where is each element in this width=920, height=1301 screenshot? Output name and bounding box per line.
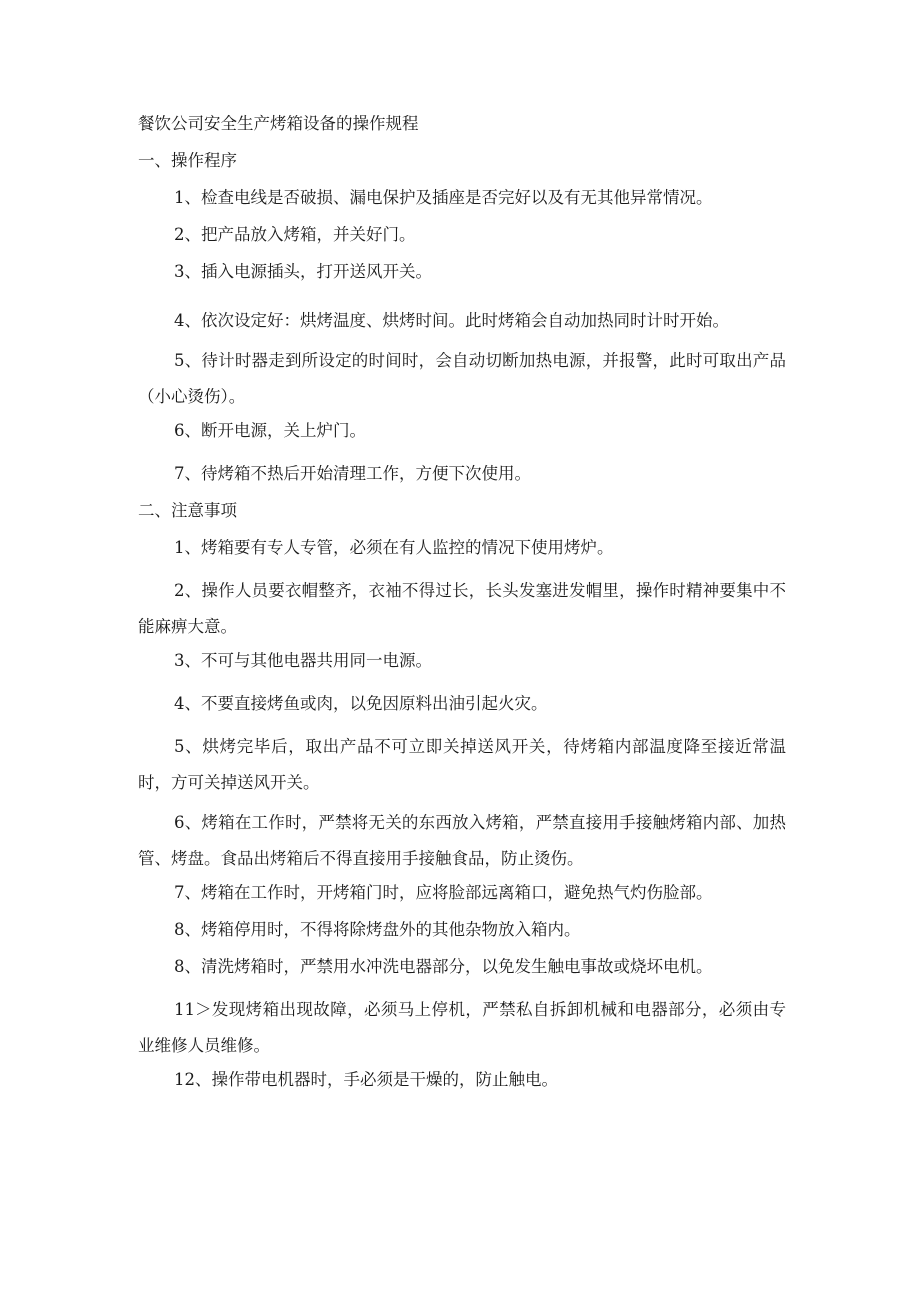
precaution-item: 2、操作人员要衣帽整齐，衣袖不得过长，长头发塞进发帽里，操作时精神要集中不能麻痹大意。	[138, 581, 786, 636]
document-body	[138, 112, 786, 1105]
precaution-item: 5、烘烤完毕后，取出产品不可立即关掉送风开关，待烤箱内部温度降至接近常温时，方可关掉送风开关。	[138, 737, 786, 792]
procedure-item: 1、检查电线是否破损、漏电保护及插座是否完好以及有无其他异常情况。	[174, 188, 713, 207]
precaution-item: 12、操作带电机器时，手必须是干燥的，防止触电。	[174, 1070, 558, 1089]
procedure-item: 6、断开电源，关上炉门。	[174, 421, 366, 440]
document-title: 餐饮公司安全生产烤箱设备的操作规程	[138, 114, 419, 133]
precaution-item: 8、清洗烤箱时，严禁用水冲洗电器部分，以免发生触电事故或烧坏电机。	[174, 957, 713, 976]
procedure-item: 2、把产品放入烤箱，并关好门。	[174, 225, 416, 244]
precaution-item: 6、烤箱在工作时，严禁将无关的东西放入烤箱，严禁直接用手接触烤箱内部、加热管、烤盘。食品出烤箱后不得直接用手接触食品，防止烫伤。	[138, 813, 786, 868]
precaution-item: 7、烤箱在工作时，开烤箱门时，应将脸部远离箱口，避免热气灼伤脸部。	[174, 883, 713, 902]
procedure-item: 4、依次设定好：烘烤温度、烘烤时间。此时烤箱会自动加热同时计时开始。	[174, 311, 729, 330]
precaution-item: 8、烤箱停用时，不得将除烤盘外的其他杂物放入箱内。	[174, 920, 581, 939]
procedure-item: 5、待计时器走到所设定的时间时，会自动切断加热电源，并报警，此时可取出产品（小心烫伤）。	[138, 351, 786, 406]
procedure-item: 7、待烤箱不热后开始清理工作，方便下次使用。	[174, 464, 531, 483]
precaution-item: 11＞发现烤箱出现故障，必须马上停机，严禁私自拆卸机械和电器部分，必须由专业维修人员维修。	[138, 1000, 786, 1055]
section-heading-precautions: 二、注意事项	[138, 501, 237, 520]
section-heading-procedure: 一、操作程序	[138, 151, 237, 170]
precaution-item: 1、烤箱要有专人专管，必须在有人监控的情况下使用烤炉。	[174, 538, 614, 557]
precaution-item: 3、不可与其他电器共用同一电源。	[174, 651, 432, 670]
procedure-item: 3、插入电源插头，打开送风开关。	[174, 262, 432, 281]
precaution-item: 4、不要直接烤鱼或肉，以免因原料出油引起火灾。	[174, 694, 548, 713]
